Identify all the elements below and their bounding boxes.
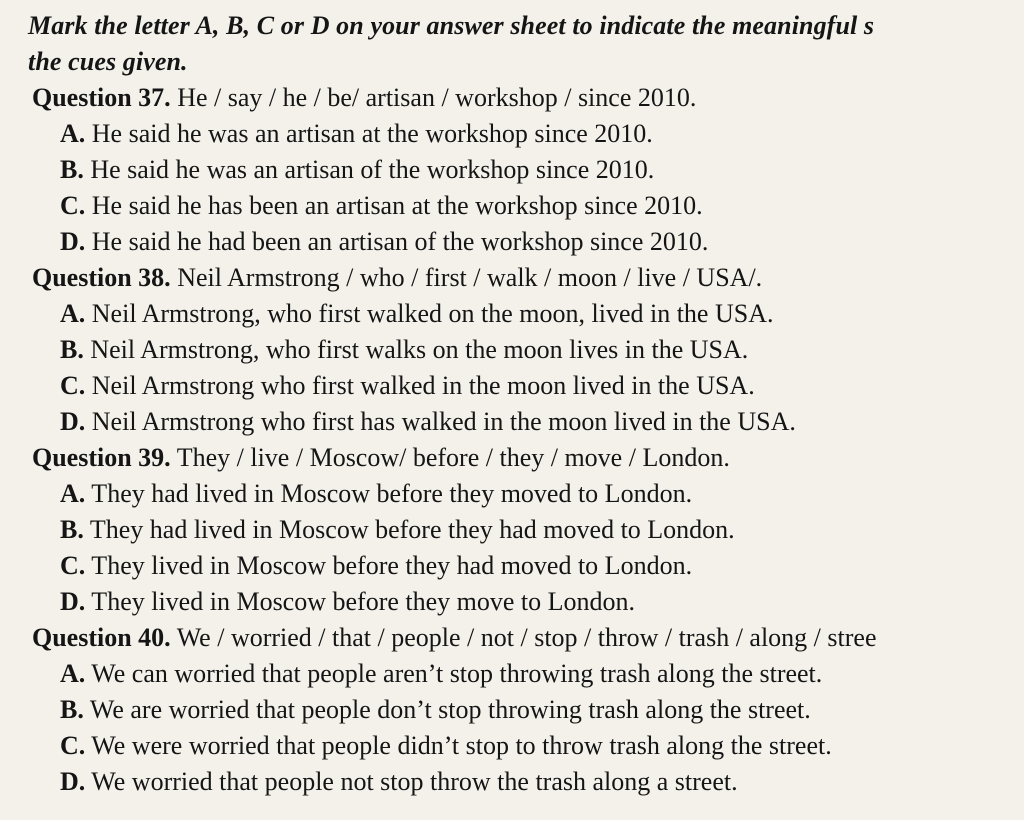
question-head [28, 260, 1024, 296]
option-c [28, 368, 1024, 404]
option-letter: C. [60, 191, 86, 220]
option-text: We are worried that people don’t stop throwing trash along the street. [83, 695, 811, 724]
option-text: Neil Armstrong who first walked in the moon lived in the USA. [85, 371, 755, 400]
option-letter: C. [60, 551, 86, 580]
option-letter: A. [60, 119, 86, 148]
option-b [28, 152, 1024, 188]
question-head [28, 80, 1024, 116]
option-d [28, 224, 1024, 260]
question-cues: He / say / he / be/ artisan / workshop / since 2010. [170, 83, 697, 112]
instruction-line-1: Mark the letter A, B, C or D on your answer sheet to indicate the meaningful s [28, 11, 875, 40]
question-37 [28, 80, 1024, 260]
option-text: They lived in Moscow before they move to London. [85, 587, 636, 616]
option-a [28, 656, 1024, 692]
question-39 [28, 440, 1024, 620]
option-d [28, 584, 1024, 620]
question-head [28, 620, 1024, 656]
question-label: Question 37. [32, 83, 171, 112]
option-text: They had lived in Moscow before they had moved to London. [83, 515, 735, 544]
option-letter: D. [60, 587, 86, 616]
option-letter: C. [60, 371, 86, 400]
option-letter: A. [60, 659, 86, 688]
question-40 [28, 620, 1024, 800]
option-text: They had lived in Moscow before they moved to London. [85, 479, 693, 508]
option-letter: D. [60, 227, 86, 256]
question-38 [28, 260, 1024, 440]
question-label: Question 38. [32, 263, 171, 292]
option-text: We were worried that people didn’t stop to throw trash along the street. [85, 731, 832, 760]
option-text: Neil Armstrong who first has walked in the moon lived in the USA. [85, 407, 796, 436]
option-letter: B. [60, 515, 84, 544]
option-letter: A. [60, 479, 86, 508]
option-a [28, 476, 1024, 512]
option-d [28, 764, 1024, 800]
option-text: Neil Armstrong, who first walks on the moon lives in the USA. [83, 335, 749, 364]
option-letter: B. [60, 155, 84, 184]
question-cues: They / live / Moscow/ before / they / move / London. [170, 443, 730, 472]
option-b [28, 332, 1024, 368]
option-text: They lived in Moscow before they had moved to London. [85, 551, 693, 580]
instruction [28, 8, 1024, 80]
option-text: We worried that people not stop throw the trash along a street. [85, 767, 738, 796]
option-d [28, 404, 1024, 440]
question-head [28, 440, 1024, 476]
instruction-line-2: the cues given. [28, 47, 188, 76]
option-c [28, 728, 1024, 764]
option-text: He said he has been an artisan at the workshop since 2010. [85, 191, 703, 220]
option-c [28, 548, 1024, 584]
question-cues: We / worried / that / people / not / stop / throw / trash / along / stree [170, 623, 877, 652]
option-letter: D. [60, 767, 86, 796]
option-letter: A. [60, 299, 86, 328]
option-letter: B. [60, 695, 84, 724]
option-text: We can worried that people aren’t stop throwing trash along the street. [85, 659, 823, 688]
option-c [28, 188, 1024, 224]
option-letter: C. [60, 731, 86, 760]
option-b [28, 512, 1024, 548]
option-text: Neil Armstrong, who first walked on the moon, lived in the USA. [85, 299, 774, 328]
option-b [28, 692, 1024, 728]
option-a [28, 116, 1024, 152]
option-letter: B. [60, 335, 84, 364]
option-letter: D. [60, 407, 86, 436]
option-text: He said he was an artisan of the workshop since 2010. [83, 155, 655, 184]
option-text: He said he had been an artisan of the workshop since 2010. [85, 227, 709, 256]
question-cues: Neil Armstrong / who / first / walk / moon / live / USA/. [170, 263, 763, 292]
option-text: He said he was an artisan at the workshop since 2010. [85, 119, 653, 148]
option-a [28, 296, 1024, 332]
question-label: Question 39. [32, 443, 171, 472]
question-label: Question 40. [32, 623, 171, 652]
